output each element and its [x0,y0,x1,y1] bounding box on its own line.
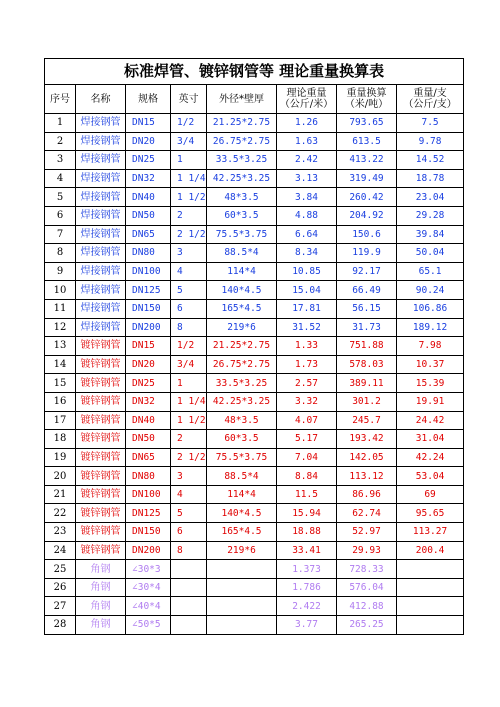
cell-theory-weight: 2.422 [277,597,337,616]
cell-conversion: 265.25 [337,616,397,635]
cell-name: 镀锌钢管 [76,374,126,393]
table-row [45,560,464,579]
cell-spec: DN200 [126,318,171,337]
cell-conversion: 29.93 [337,541,397,560]
cell-weight-per: 50.04 [397,244,464,263]
header-theory-weight-line2: （公斤/米） [279,99,334,110]
table-row [45,430,464,449]
cell-od-wall: 26.75*2.75 [207,355,277,374]
cell-theory-weight: 2.57 [277,374,337,393]
cell-theory-weight: 1.786 [277,578,337,597]
weight-conversion-table [44,58,464,635]
cell-spec: DN65 [126,448,171,467]
cell-spec: DN25 [126,151,171,170]
cell-inch: 6 [171,299,207,318]
cell-conversion: 92.17 [337,262,397,281]
header-spec: 规格 [126,85,171,114]
cell-conversion: 319.49 [337,169,397,188]
cell-od-wall: 33.5*3.25 [207,151,277,170]
cell-theory-weight: 10.85 [277,262,337,281]
cell-index: 12 [45,318,76,337]
cell-spec: DN20 [126,355,171,374]
header-name: 名称 [76,85,126,114]
cell-spec: ∠30*3 [126,560,171,579]
cell-conversion: 204.92 [337,206,397,225]
cell-od-wall: 219*6 [207,318,277,337]
cell-weight-per: 24.42 [397,411,464,430]
cell-conversion: 52.97 [337,523,397,542]
cell-name: 镀锌钢管 [76,430,126,449]
cell-conversion: 31.73 [337,318,397,337]
cell-conversion: 150.6 [337,225,397,244]
table-row [45,169,464,188]
cell-name: 焊接钢管 [76,114,126,133]
cell-name: 焊接钢管 [76,169,126,188]
cell-name: 焊接钢管 [76,318,126,337]
cell-spec: DN150 [126,299,171,318]
table-row [45,114,464,133]
cell-theory-weight: 15.94 [277,504,337,523]
cell-weight-per: 69 [397,485,464,504]
cell-theory-weight: 7.04 [277,448,337,467]
cell-spec: DN40 [126,411,171,430]
cell-inch: 8 [171,318,207,337]
cell-conversion: 119.9 [337,244,397,263]
cell-od-wall: 165*4.5 [207,299,277,318]
cell-spec: DN80 [126,244,171,263]
cell-name: 焊接钢管 [76,244,126,263]
cell-weight-per [397,597,464,616]
cell-od-wall [207,616,277,635]
cell-index: 22 [45,504,76,523]
cell-spec: DN125 [126,281,171,300]
cell-index: 15 [45,374,76,393]
cell-spec: DN40 [126,188,171,207]
cell-theory-weight: 31.52 [277,318,337,337]
cell-spec: DN125 [126,504,171,523]
cell-conversion: 62.74 [337,504,397,523]
header-weight-per-line2: （公斤/支） [403,99,457,110]
cell-name: 镀锌钢管 [76,523,126,542]
cell-name: 镀锌钢管 [76,355,126,374]
table-title: 标准焊管、镀锌钢管等 理论重量换算表 [45,59,464,85]
cell-spec: DN65 [126,225,171,244]
cell-index: 17 [45,411,76,430]
cell-weight-per: 189.12 [397,318,464,337]
cell-spec: DN50 [126,430,171,449]
cell-conversion: 751.88 [337,337,397,356]
cell-spec: DN80 [126,467,171,486]
cell-od-wall: 21.25*2.75 [207,337,277,356]
cell-weight-per: 106.86 [397,299,464,318]
cell-spec: DN20 [126,132,171,151]
cell-weight-per: 10.37 [397,355,464,374]
cell-conversion: 576.04 [337,578,397,597]
cell-conversion: 193.42 [337,430,397,449]
cell-od-wall: 140*4.5 [207,281,277,300]
cell-index: 13 [45,337,76,356]
cell-inch: 5 [171,504,207,523]
cell-theory-weight: 4.07 [277,411,337,430]
cell-name: 焊接钢管 [76,132,126,151]
cell-index: 19 [45,448,76,467]
cell-index: 25 [45,560,76,579]
table-body [45,114,464,635]
cell-weight-per: 9.78 [397,132,464,151]
cell-index: 14 [45,355,76,374]
table-row [45,206,464,225]
table-row [45,262,464,281]
cell-name: 镀锌钢管 [76,411,126,430]
table-row [45,616,464,635]
cell-name: 焊接钢管 [76,299,126,318]
header-theory-weight-line1: 理论重量 [286,88,327,99]
cell-inch: 2 1/2 [171,448,207,467]
cell-theory-weight: 3.13 [277,169,337,188]
cell-inch: 1/2 [171,114,207,133]
cell-od-wall: 26.75*2.75 [207,132,277,151]
cell-name: 角钢 [76,578,126,597]
cell-od-wall [207,597,277,616]
cell-spec: DN15 [126,114,171,133]
cell-od-wall: 75.5*3.75 [207,225,277,244]
cell-theory-weight: 1.63 [277,132,337,151]
cell-spec: DN100 [126,262,171,281]
table-row [45,374,464,393]
cell-inch: 1 [171,151,207,170]
cell-conversion: 260.42 [337,188,397,207]
cell-spec: ∠40*4 [126,597,171,616]
cell-index: 4 [45,169,76,188]
cell-weight-per: 90.24 [397,281,464,300]
table-row [45,244,464,263]
cell-inch [171,578,207,597]
cell-theory-weight: 15.04 [277,281,337,300]
cell-od-wall: 165*4.5 [207,523,277,542]
cell-name: 角钢 [76,597,126,616]
cell-index: 26 [45,578,76,597]
cell-od-wall: 60*3.5 [207,430,277,449]
header-weight-per-line1: 重量/支 [413,88,447,99]
table-row [45,392,464,411]
cell-weight-per: 65.1 [397,262,464,281]
cell-spec: DN200 [126,541,171,560]
table-row [45,485,464,504]
cell-index: 16 [45,392,76,411]
table-row [45,448,464,467]
cell-theory-weight: 8.84 [277,467,337,486]
cell-name: 镀锌钢管 [76,485,126,504]
cell-inch: 2 [171,430,207,449]
cell-inch: 3 [171,244,207,263]
table-row [45,151,464,170]
cell-conversion: 728.33 [337,560,397,579]
cell-od-wall [207,578,277,597]
cell-name: 镀锌钢管 [76,448,126,467]
cell-name: 镀锌钢管 [76,541,126,560]
cell-index: 23 [45,523,76,542]
cell-inch: 3/4 [171,132,207,151]
cell-theory-weight: 3.32 [277,392,337,411]
cell-index: 9 [45,262,76,281]
cell-theory-weight: 3.84 [277,188,337,207]
cell-weight-per: 31.04 [397,430,464,449]
cell-conversion: 86.96 [337,485,397,504]
cell-od-wall: 48*3.5 [207,411,277,430]
cell-name: 角钢 [76,616,126,635]
cell-theory-weight: 17.81 [277,299,337,318]
cell-spec: DN50 [126,206,171,225]
table-row [45,132,464,151]
cell-index: 10 [45,281,76,300]
cell-od-wall: 114*4 [207,262,277,281]
header-conversion-line1: 重量换算 [346,88,387,99]
cell-inch: 1 [171,374,207,393]
cell-theory-weight: 33.41 [277,541,337,560]
cell-weight-per [397,578,464,597]
cell-weight-per: 200.4 [397,541,464,560]
cell-inch: 3 [171,467,207,486]
cell-name: 镀锌钢管 [76,467,126,486]
cell-index: 5 [45,188,76,207]
cell-index: 24 [45,541,76,560]
cell-conversion: 301.2 [337,392,397,411]
header-conversion [337,85,397,114]
cell-weight-per: 53.04 [397,467,464,486]
cell-name: 焊接钢管 [76,206,126,225]
cell-weight-per [397,616,464,635]
cell-name: 焊接钢管 [76,151,126,170]
cell-name: 镀锌钢管 [76,337,126,356]
header-inch: 英寸 [171,85,207,114]
cell-name: 镀锌钢管 [76,504,126,523]
cell-inch: 1 1/2 [171,188,207,207]
cell-inch: 1/2 [171,337,207,356]
cell-theory-weight: 1.73 [277,355,337,374]
cell-inch [171,560,207,579]
cell-weight-per: 23.04 [397,188,464,207]
table-row [45,225,464,244]
cell-weight-per: 19.91 [397,392,464,411]
cell-inch: 8 [171,541,207,560]
cell-spec: DN32 [126,169,171,188]
cell-weight-per: 42.24 [397,448,464,467]
cell-inch: 4 [171,262,207,281]
table-row [45,318,464,337]
cell-inch: 1 1/4 [171,169,207,188]
cell-theory-weight: 1.33 [277,337,337,356]
cell-conversion: 389.11 [337,374,397,393]
cell-name: 焊接钢管 [76,281,126,300]
cell-conversion: 113.12 [337,467,397,486]
cell-name: 焊接钢管 [76,225,126,244]
cell-index: 8 [45,244,76,263]
cell-od-wall: 42.25*3.25 [207,392,277,411]
cell-theory-weight: 5.17 [277,430,337,449]
cell-theory-weight: 1.26 [277,114,337,133]
cell-conversion: 412.88 [337,597,397,616]
cell-theory-weight: 8.34 [277,244,337,263]
cell-od-wall: 60*3.5 [207,206,277,225]
table-row [45,523,464,542]
cell-inch [171,597,207,616]
cell-name: 角钢 [76,560,126,579]
table-row [45,541,464,560]
cell-inch: 1 1/2 [171,411,207,430]
cell-spec: ∠30*4 [126,578,171,597]
cell-weight-per: 7.98 [397,337,464,356]
cell-od-wall [207,560,277,579]
cell-index: 3 [45,151,76,170]
cell-od-wall: 21.25*2.75 [207,114,277,133]
cell-conversion: 56.15 [337,299,397,318]
cell-theory-weight: 6.64 [277,225,337,244]
cell-theory-weight: 1.373 [277,560,337,579]
cell-weight-per: 7.5 [397,114,464,133]
cell-conversion: 578.03 [337,355,397,374]
cell-index: 1 [45,114,76,133]
cell-index: 18 [45,430,76,449]
table-row [45,337,464,356]
table-row [45,299,464,318]
cell-weight-per: 113.27 [397,523,464,542]
cell-theory-weight: 11.5 [277,485,337,504]
cell-index: 7 [45,225,76,244]
cell-weight-per [397,560,464,579]
table-row [45,355,464,374]
cell-conversion: 245.7 [337,411,397,430]
cell-od-wall: 88.5*4 [207,467,277,486]
cell-weight-per: 95.65 [397,504,464,523]
cell-index: 20 [45,467,76,486]
cell-index: 21 [45,485,76,504]
header-od-wall: 外径*壁厚 [207,85,277,114]
cell-conversion: 142.05 [337,448,397,467]
header-theory-weight [277,85,337,114]
cell-spec: DN25 [126,374,171,393]
cell-inch: 4 [171,485,207,504]
cell-weight-per: 29.28 [397,206,464,225]
cell-weight-per: 14.52 [397,151,464,170]
table-row [45,281,464,300]
cell-od-wall: 114*4 [207,485,277,504]
cell-theory-weight: 4.88 [277,206,337,225]
cell-od-wall: 42.25*3.25 [207,169,277,188]
cell-index: 28 [45,616,76,635]
cell-inch: 3/4 [171,355,207,374]
table-row [45,188,464,207]
cell-conversion: 413.22 [337,151,397,170]
cell-name: 焊接钢管 [76,262,126,281]
table-row [45,504,464,523]
cell-spec: DN150 [126,523,171,542]
cell-spec: DN100 [126,485,171,504]
cell-index: 6 [45,206,76,225]
cell-od-wall: 75.5*3.75 [207,448,277,467]
cell-name: 焊接钢管 [76,188,126,207]
cell-theory-weight: 18.88 [277,523,337,542]
header-index: 序号 [45,85,76,114]
cell-inch: 5 [171,281,207,300]
cell-od-wall: 33.5*3.25 [207,374,277,393]
cell-name: 镀锌钢管 [76,392,126,411]
cell-inch [171,616,207,635]
cell-inch: 2 [171,206,207,225]
cell-inch: 6 [171,523,207,542]
table-row [45,578,464,597]
cell-index: 2 [45,132,76,151]
table-row [45,597,464,616]
cell-spec: ∠50*5 [126,616,171,635]
cell-od-wall: 219*6 [207,541,277,560]
table-row [45,411,464,430]
cell-conversion: 66.49 [337,281,397,300]
header-conversion-line2: （米/吨） [344,99,389,110]
cell-conversion: 793.65 [337,114,397,133]
cell-weight-per: 39.84 [397,225,464,244]
cell-theory-weight: 2.42 [277,151,337,170]
cell-weight-per: 15.39 [397,374,464,393]
cell-spec: DN15 [126,337,171,356]
table-row [45,467,464,486]
cell-spec: DN32 [126,392,171,411]
cell-index: 11 [45,299,76,318]
cell-weight-per: 18.78 [397,169,464,188]
cell-conversion: 613.5 [337,132,397,151]
cell-od-wall: 48*3.5 [207,188,277,207]
cell-od-wall: 88.5*4 [207,244,277,263]
cell-index: 27 [45,597,76,616]
cell-od-wall: 140*4.5 [207,504,277,523]
cell-inch: 2 1/2 [171,225,207,244]
cell-theory-weight: 3.77 [277,616,337,635]
cell-inch: 1 1/4 [171,392,207,411]
header-weight-per [397,85,464,114]
